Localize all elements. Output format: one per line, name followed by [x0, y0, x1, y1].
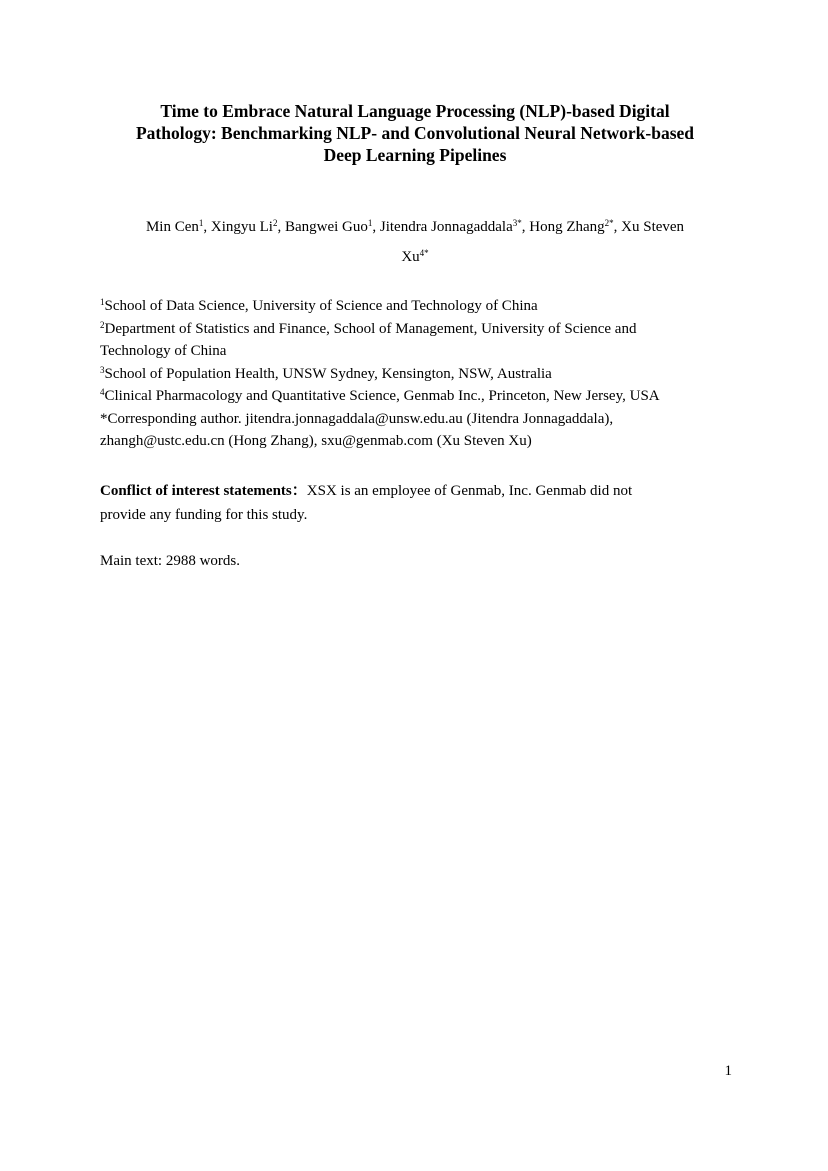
author-affiliation-marker: 1 [198, 218, 204, 228]
author-name-part: Xu Steven [621, 219, 685, 235]
title-line-3: Deep Learning Pipelines [323, 145, 507, 165]
affiliation-4 [100, 385, 740, 408]
conflict-of-interest [100, 479, 740, 527]
page-number: 1 [724, 1063, 732, 1079]
author-separator: , [372, 219, 380, 235]
author-line-1 [90, 212, 740, 242]
conflict-line-1 [100, 479, 740, 503]
author-name-part: Xu [401, 249, 420, 265]
affiliations [100, 295, 740, 453]
conflict-line-2: provide any funding for this study. [100, 507, 308, 523]
author-name: Min Cen [145, 219, 199, 235]
author-list [90, 212, 740, 272]
affiliation-text: Clinical Pharmacology and Quantitative Science, Genmab Inc., Princeton, New Jersey, USA [104, 388, 660, 404]
author-name: Bangwei Guo [284, 219, 368, 235]
conflict-label: Conflict of interest statements： [100, 483, 307, 499]
corresponding-author-line-2: zhangh@ustc.edu.cn (Hong Zhang), sxu@genmab.com (Xu Steven Xu) [100, 433, 532, 449]
title-line-2: Pathology: Benchmarking NLP- and Convolutional Neural Network-based [135, 123, 695, 143]
author-name: Xingyu Li [210, 219, 273, 235]
title-line-1: Time to Embrace Natural Language Processing (NLP)-based Digital [160, 101, 670, 121]
affiliation-text: Department of Statistics and Finance, School of Management, University of Science and [104, 320, 637, 337]
affiliation-marker: 2 [100, 319, 105, 330]
paper-title [80, 100, 750, 166]
affiliation-2 [100, 318, 740, 341]
author-separator: , [521, 219, 530, 235]
affiliation-marker: 1 [100, 297, 105, 307]
author-affiliation-marker: 2 [272, 218, 278, 228]
author-affiliation-marker: 1 [367, 218, 373, 228]
affiliation-2-continued [100, 340, 740, 363]
affiliation-text: School of Data Science, University of Science and Technology of China [104, 298, 538, 314]
author-name: Jitendra Jonnagaddala [379, 219, 513, 235]
corresponding-author-line-1: *Corresponding author. jitendra.jonnagaddala@unsw.edu.au (Jitendra Jonnagaddala), [100, 410, 614, 427]
conflict-text: XSX is an employee of Genmab, Inc. Genmab did not [306, 483, 633, 499]
author-separator: , [203, 219, 211, 235]
author-affiliation-marker: 2* [604, 218, 614, 228]
affiliation-text: School of Population Health, UNSW Sydney, Kensington, NSW, Australia [104, 365, 552, 382]
author-line-2 [90, 242, 740, 272]
affiliation-text: Technology of China [100, 343, 227, 359]
author-separator: , [613, 219, 622, 235]
author-affiliation-marker: 3* [512, 218, 522, 228]
affiliation-marker: 4 [100, 387, 105, 397]
affiliation-marker: 3 [100, 364, 105, 375]
affiliation-3 [100, 363, 740, 386]
author-separator: , [277, 219, 285, 235]
affiliation-1 [100, 295, 740, 318]
author-name: Hong Zhang [529, 219, 605, 235]
author-affiliation-marker: 4* [419, 248, 429, 258]
word-count: Main text: 2988 words. [100, 553, 240, 569]
